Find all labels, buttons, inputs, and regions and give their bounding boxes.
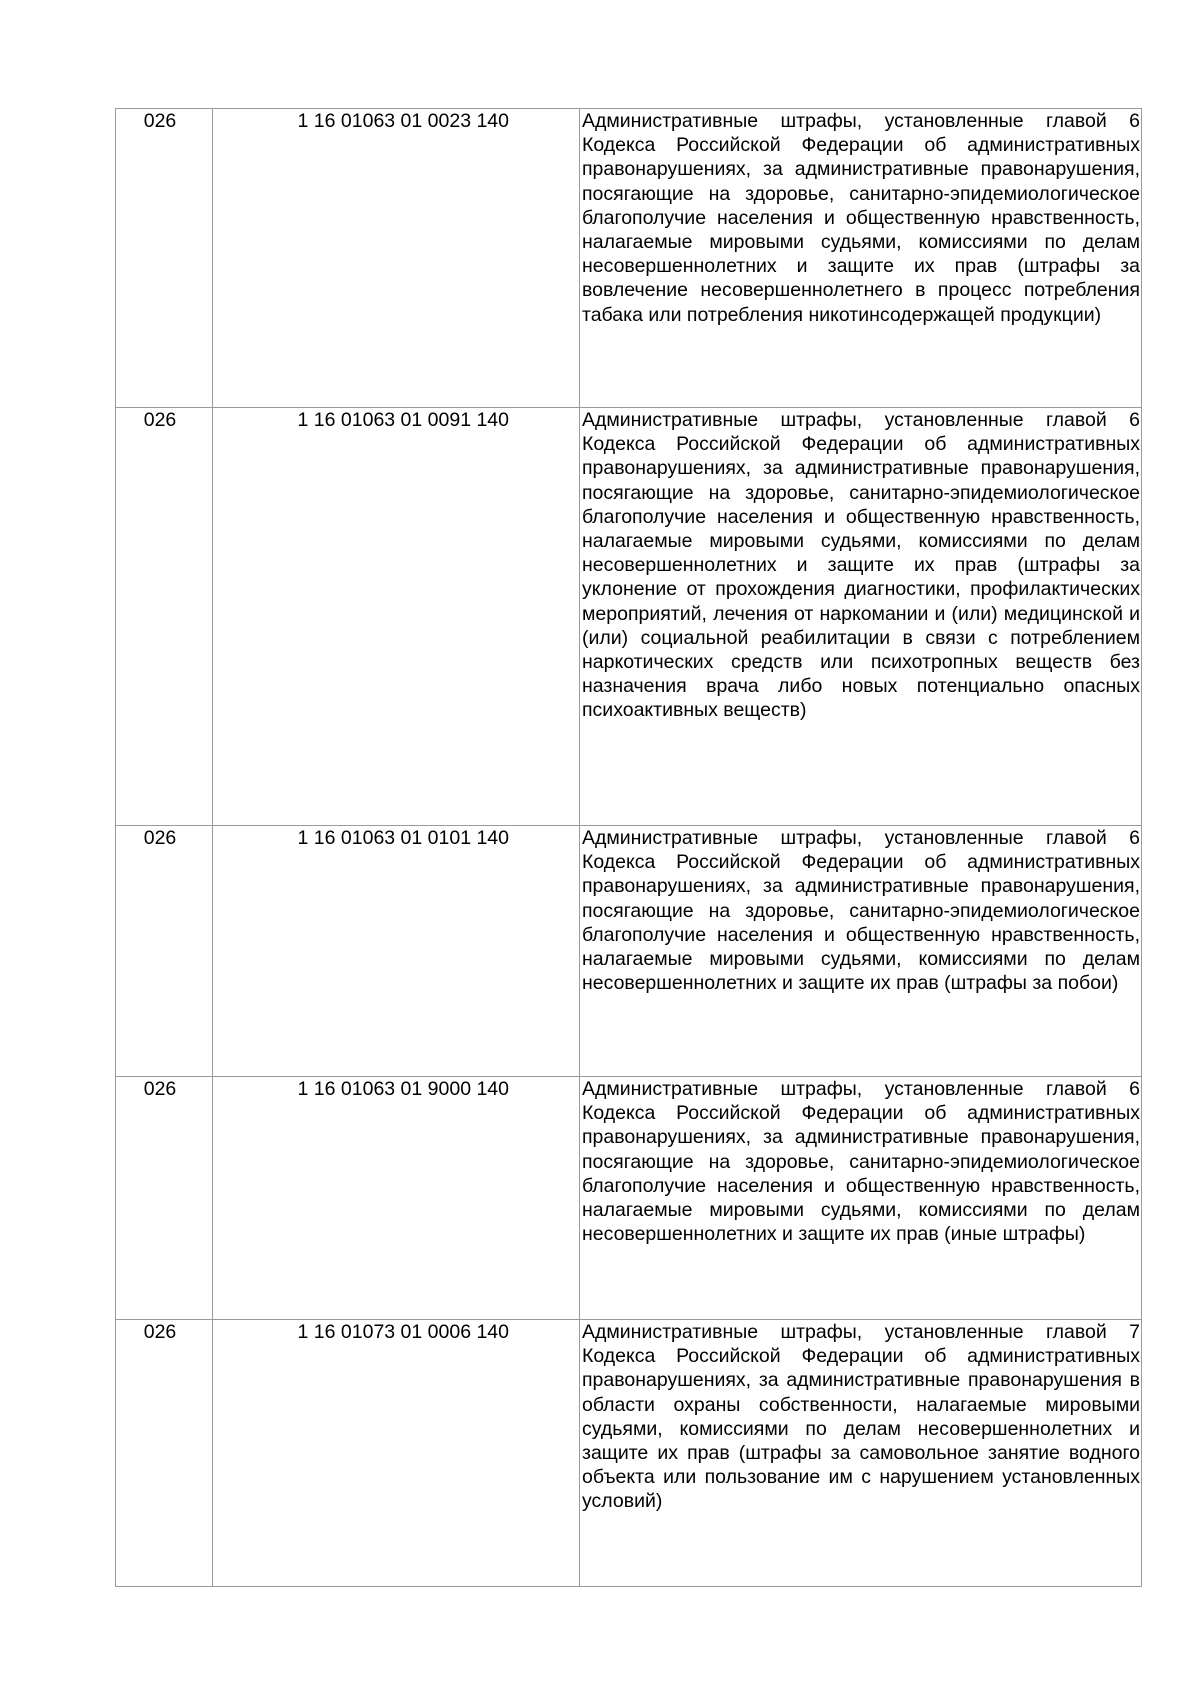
budget-classification-code-cell: 1 16 01063 01 0023 140 — [213, 109, 580, 408]
description-text: Административные штрафы, установленные главой 6 Кодекса Российской Федерации об административных правонарушениях, за административные правонарушения, посягающие на здоровье, санитарно-эпидемиологическое благополучие населения и общественную нравственность, налагаемые мировыми судьями, комиссиями по делам несовершеннолетних и защите их прав (штрафы за побои) — [582, 827, 1140, 995]
table-row — [116, 826, 1142, 1077]
admin-code-cell: 026 — [116, 1320, 213, 1587]
budget-classification-code-cell: 1 16 01063 01 9000 140 — [213, 1077, 580, 1320]
admin-code-cell: 026 — [116, 408, 213, 826]
admin-code-cell: 026 — [116, 109, 213, 408]
budget-codes-table — [115, 108, 1142, 1587]
description-text: Административные штрафы, установленные главой 6 Кодекса Российской Федерации об административных правонарушениях, за административные правонарушения, посягающие на здоровье, санитарно-эпидемиологическое благополучие населения и общественную нравственность, налагаемые мировыми судьями, комиссиями по делам несовершеннолетних и защите их прав (штрафы за уклонение от прохождения диагностики, профилактических мероприятий, лечения от наркомании и (или) медицинской и (или) социальной реабилитации в связи с потреблением наркотических средств или психотропных веществ без назначения врача либо новых потенциально опасных психоактивных веществ) — [582, 409, 1140, 722]
description-text: Административные штрафы, установленные главой 6 Кодекса Российской Федерации об административных правонарушениях, за административные правонарушения, посягающие на здоровье, санитарно-эпидемиологическое благополучие населения и общественную нравственность, налагаемые мировыми судьями, комиссиями по делам несовершеннолетних и защите их прав (штрафы за вовлечение несовершеннолетнего в процесс потребления табака или потребления никотинсодержащей продукции) — [582, 110, 1140, 326]
description-cell — [580, 1077, 1142, 1320]
budget-classification-code-cell: 1 16 01063 01 0091 140 — [213, 408, 580, 826]
budget-classification-code-cell: 1 16 01063 01 0101 140 — [213, 826, 580, 1077]
description-cell — [580, 408, 1142, 826]
description-cell — [580, 826, 1142, 1077]
table-row — [116, 408, 1142, 826]
description-text: Административные штрафы, установленные главой 6 Кодекса Российской Федерации об административных правонарушениях, за административные правонарушения, посягающие на здоровье, санитарно-эпидемиологическое благополучие населения и общественную нравственность, налагаемые мировыми судьями, комиссиями по делам несовершеннолетних и защите их прав (иные штрафы) — [582, 1078, 1140, 1246]
table-row — [116, 109, 1142, 408]
budget-classification-code-cell: 1 16 01073 01 0006 140 — [213, 1320, 580, 1587]
description-cell — [580, 1320, 1142, 1587]
description-text: Административные штрафы, установленные главой 7 Кодекса Российской Федерации об административных правонарушениях, за административные правонарушения в области охраны собственности, налагаемые мировыми судьями, комиссиями по делам несовершеннолетних и защите их прав (штрафы за самовольное занятие водного объекта или пользование им с нарушением установленных условий) — [582, 1321, 1140, 1513]
admin-code-cell: 026 — [116, 1077, 213, 1320]
table-row — [116, 1320, 1142, 1587]
table-row — [116, 1077, 1142, 1320]
description-cell — [580, 109, 1142, 408]
admin-code-cell: 026 — [116, 826, 213, 1077]
document-page — [115, 108, 1141, 1587]
